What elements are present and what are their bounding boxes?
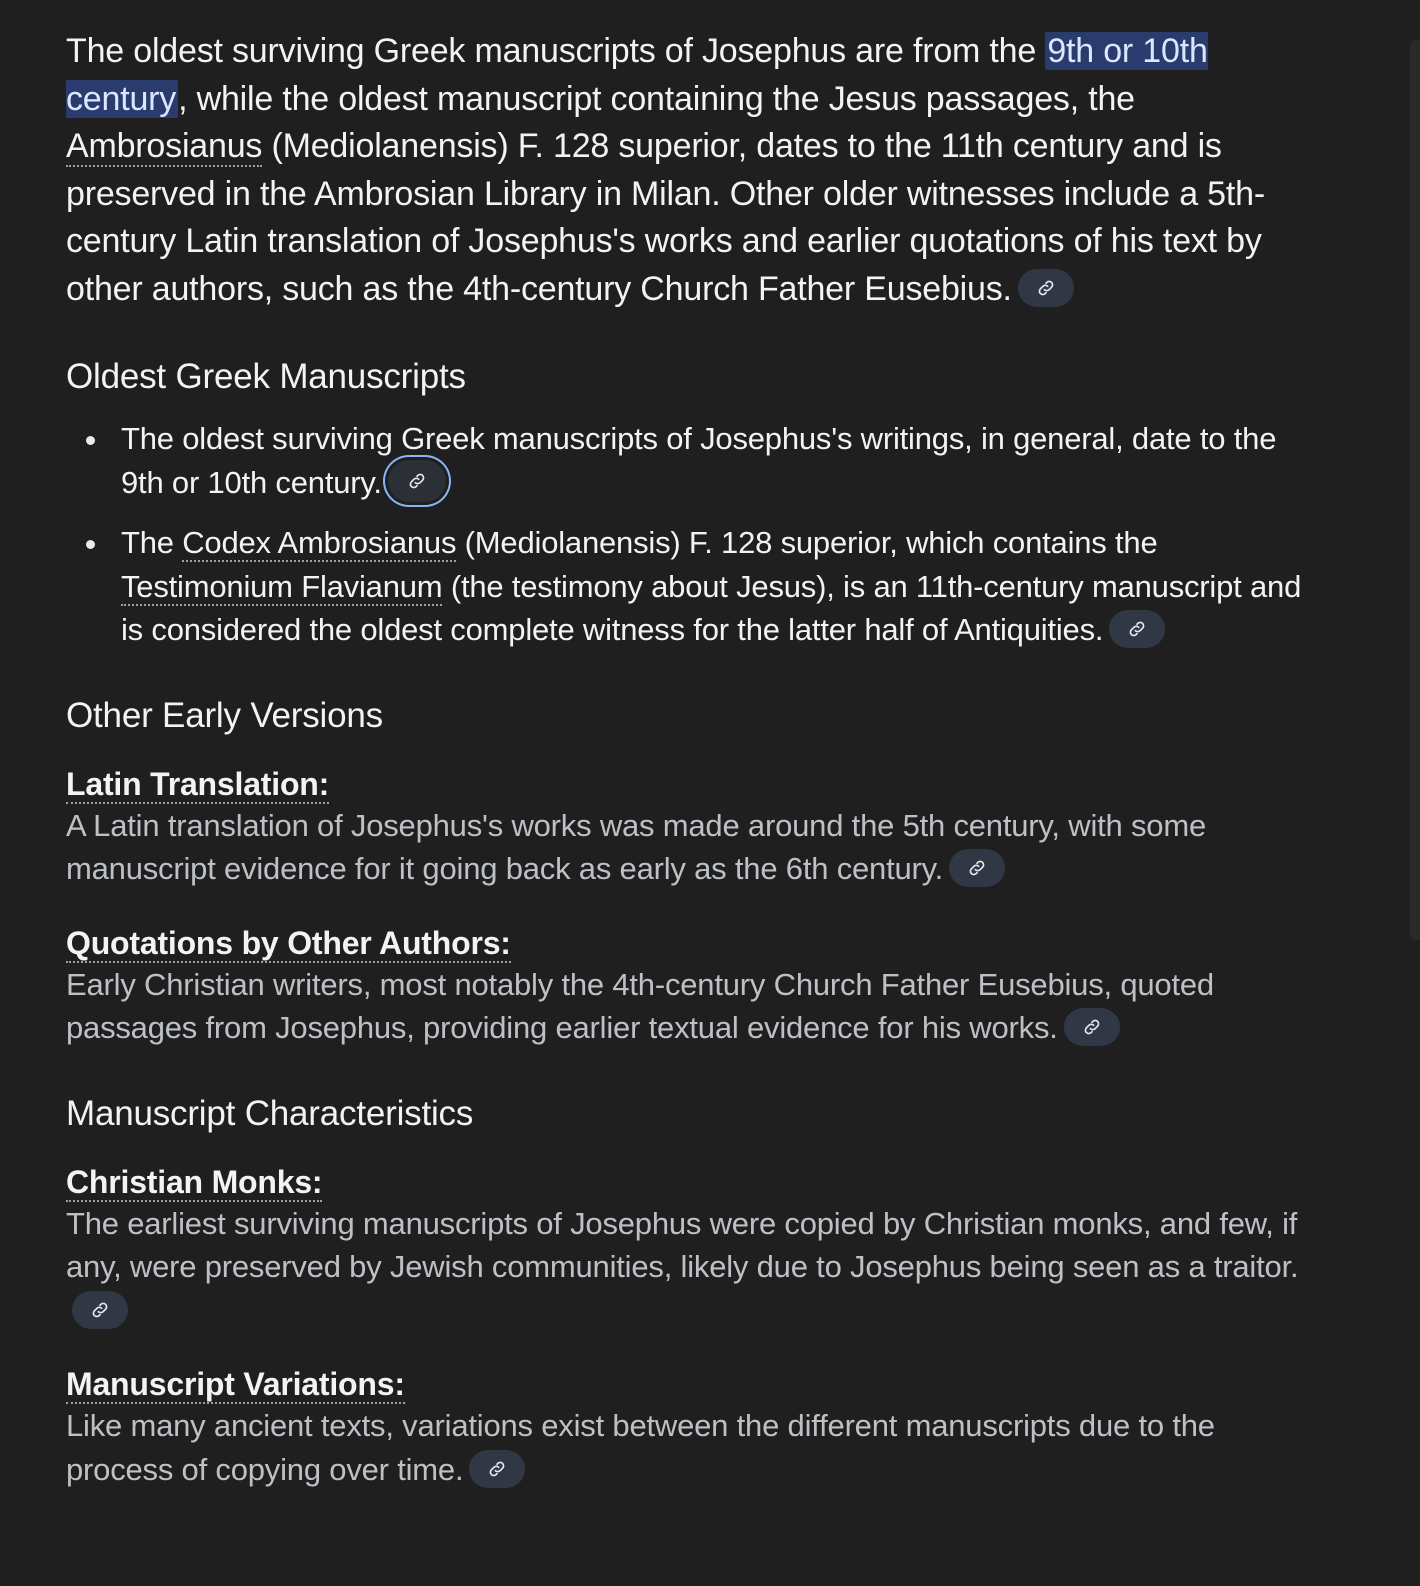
- term-testimonium-flavianum[interactable]: Testimonium Flavianum: [121, 568, 443, 604]
- term-ambrosianus[interactable]: Ambrosianus: [66, 127, 263, 165]
- subheading-label: Christian Monks:: [66, 1163, 323, 1200]
- list-item: [66, 417, 1326, 505]
- source-link-chip[interactable]: [469, 1450, 525, 1488]
- quotes-description: [66, 963, 1326, 1050]
- heading-oldest-greek: Oldest Greek Manuscripts: [66, 357, 466, 396]
- monks-description: [66, 1202, 1326, 1333]
- link-icon: [1036, 278, 1056, 298]
- link-icon: [487, 1459, 507, 1479]
- variations-block: [66, 1364, 1326, 1491]
- bullet-text: The oldest surviving Greek manuscripts of Josephus's writings, in general, date to the 9th or 10th century.: [121, 421, 1277, 500]
- source-link-chip[interactable]: [72, 1291, 128, 1329]
- monks-block: [66, 1162, 1326, 1333]
- desc-text: A Latin translation of Josephus's works was made around the 5th century, with some manuscript evidence for it going back as early as the 6th century.: [66, 807, 1207, 887]
- subheading-quotations[interactable]: [66, 923, 511, 963]
- bullet-text: The: [121, 525, 183, 561]
- bullet-text: (Mediolanensis) F. 128 superior, which contains the: [456, 525, 1158, 561]
- desc-text: The earliest surviving manuscripts of Josephus were copied by Christian monks, and few, if any, were preserved by Jewish communities, likely due to Josephus being seen as a traitor.: [66, 1205, 1299, 1285]
- scrollbar[interactable]: [1410, 40, 1420, 940]
- source-link-chip[interactable]: [1064, 1008, 1120, 1046]
- variations-description: [66, 1404, 1326, 1491]
- link-icon: [1082, 1017, 1102, 1037]
- intro-text-2: , while the oldest manuscript containing the Jesus passages, the: [178, 79, 1135, 118]
- subheading-label: Manuscript Variations:: [66, 1366, 405, 1403]
- link-icon: [1127, 619, 1147, 639]
- link-icon: [90, 1300, 110, 1320]
- latin-description: [66, 804, 1326, 891]
- quotes-block: [66, 923, 1326, 1050]
- source-link-chip[interactable]: [1018, 269, 1074, 307]
- subheading-label: Quotations by Other Authors:: [66, 924, 511, 961]
- heading-characteristics: Manuscript Characteristics: [66, 1093, 474, 1133]
- source-link-chip[interactable]: [949, 849, 1005, 887]
- link-icon: [407, 471, 427, 491]
- intro-text-3: (Mediolanensis) F. 128 superior, dates to the 11th century and is preserved in the Ambrosian Library in Milan. Other older witnesses include a 5th-century Latin translation of Josephus's works and earlier quotations of his text by other authors, such as the 4th-century Church Father Eusebius.: [66, 127, 1265, 308]
- latin-block: [66, 764, 1326, 891]
- bullet-text: (the testimony about Jesus), is an 11th-century manuscript and is considered the oldest complete witness for the latter half of Antiquities.: [121, 568, 1302, 648]
- highlighted-text: 9th or 10th century: [66, 32, 1208, 118]
- response-content: [66, 28, 1326, 1491]
- subheading-latin[interactable]: [66, 764, 329, 804]
- list-item: [66, 521, 1326, 652]
- source-link-chip[interactable]: [1109, 610, 1165, 648]
- subheading-variations[interactable]: [66, 1364, 405, 1404]
- intro-paragraph: [66, 28, 1326, 313]
- intro-text-1: The oldest surviving Greek manuscripts of Josephus are from the: [66, 32, 1046, 70]
- subheading-monks[interactable]: [66, 1162, 322, 1202]
- desc-text: Early Christian writers, most notably the 4th-century Church Father Eusebius, quoted passages from Josephus, providing earlier textual evidence for his works.: [66, 966, 1214, 1046]
- heading-other-early: Other Early Versions: [66, 695, 383, 735]
- oldest-greek-list: [66, 417, 1326, 652]
- term-codex-ambrosianus[interactable]: Codex Ambrosianus: [182, 525, 457, 561]
- link-icon: [967, 858, 987, 878]
- desc-text: Like many ancient texts, variations exist between the different manuscripts due to the process of copying over time.: [66, 1408, 1215, 1487]
- subheading-label: Latin Translation:: [66, 765, 330, 802]
- source-link-chip[interactable]: [388, 460, 446, 502]
